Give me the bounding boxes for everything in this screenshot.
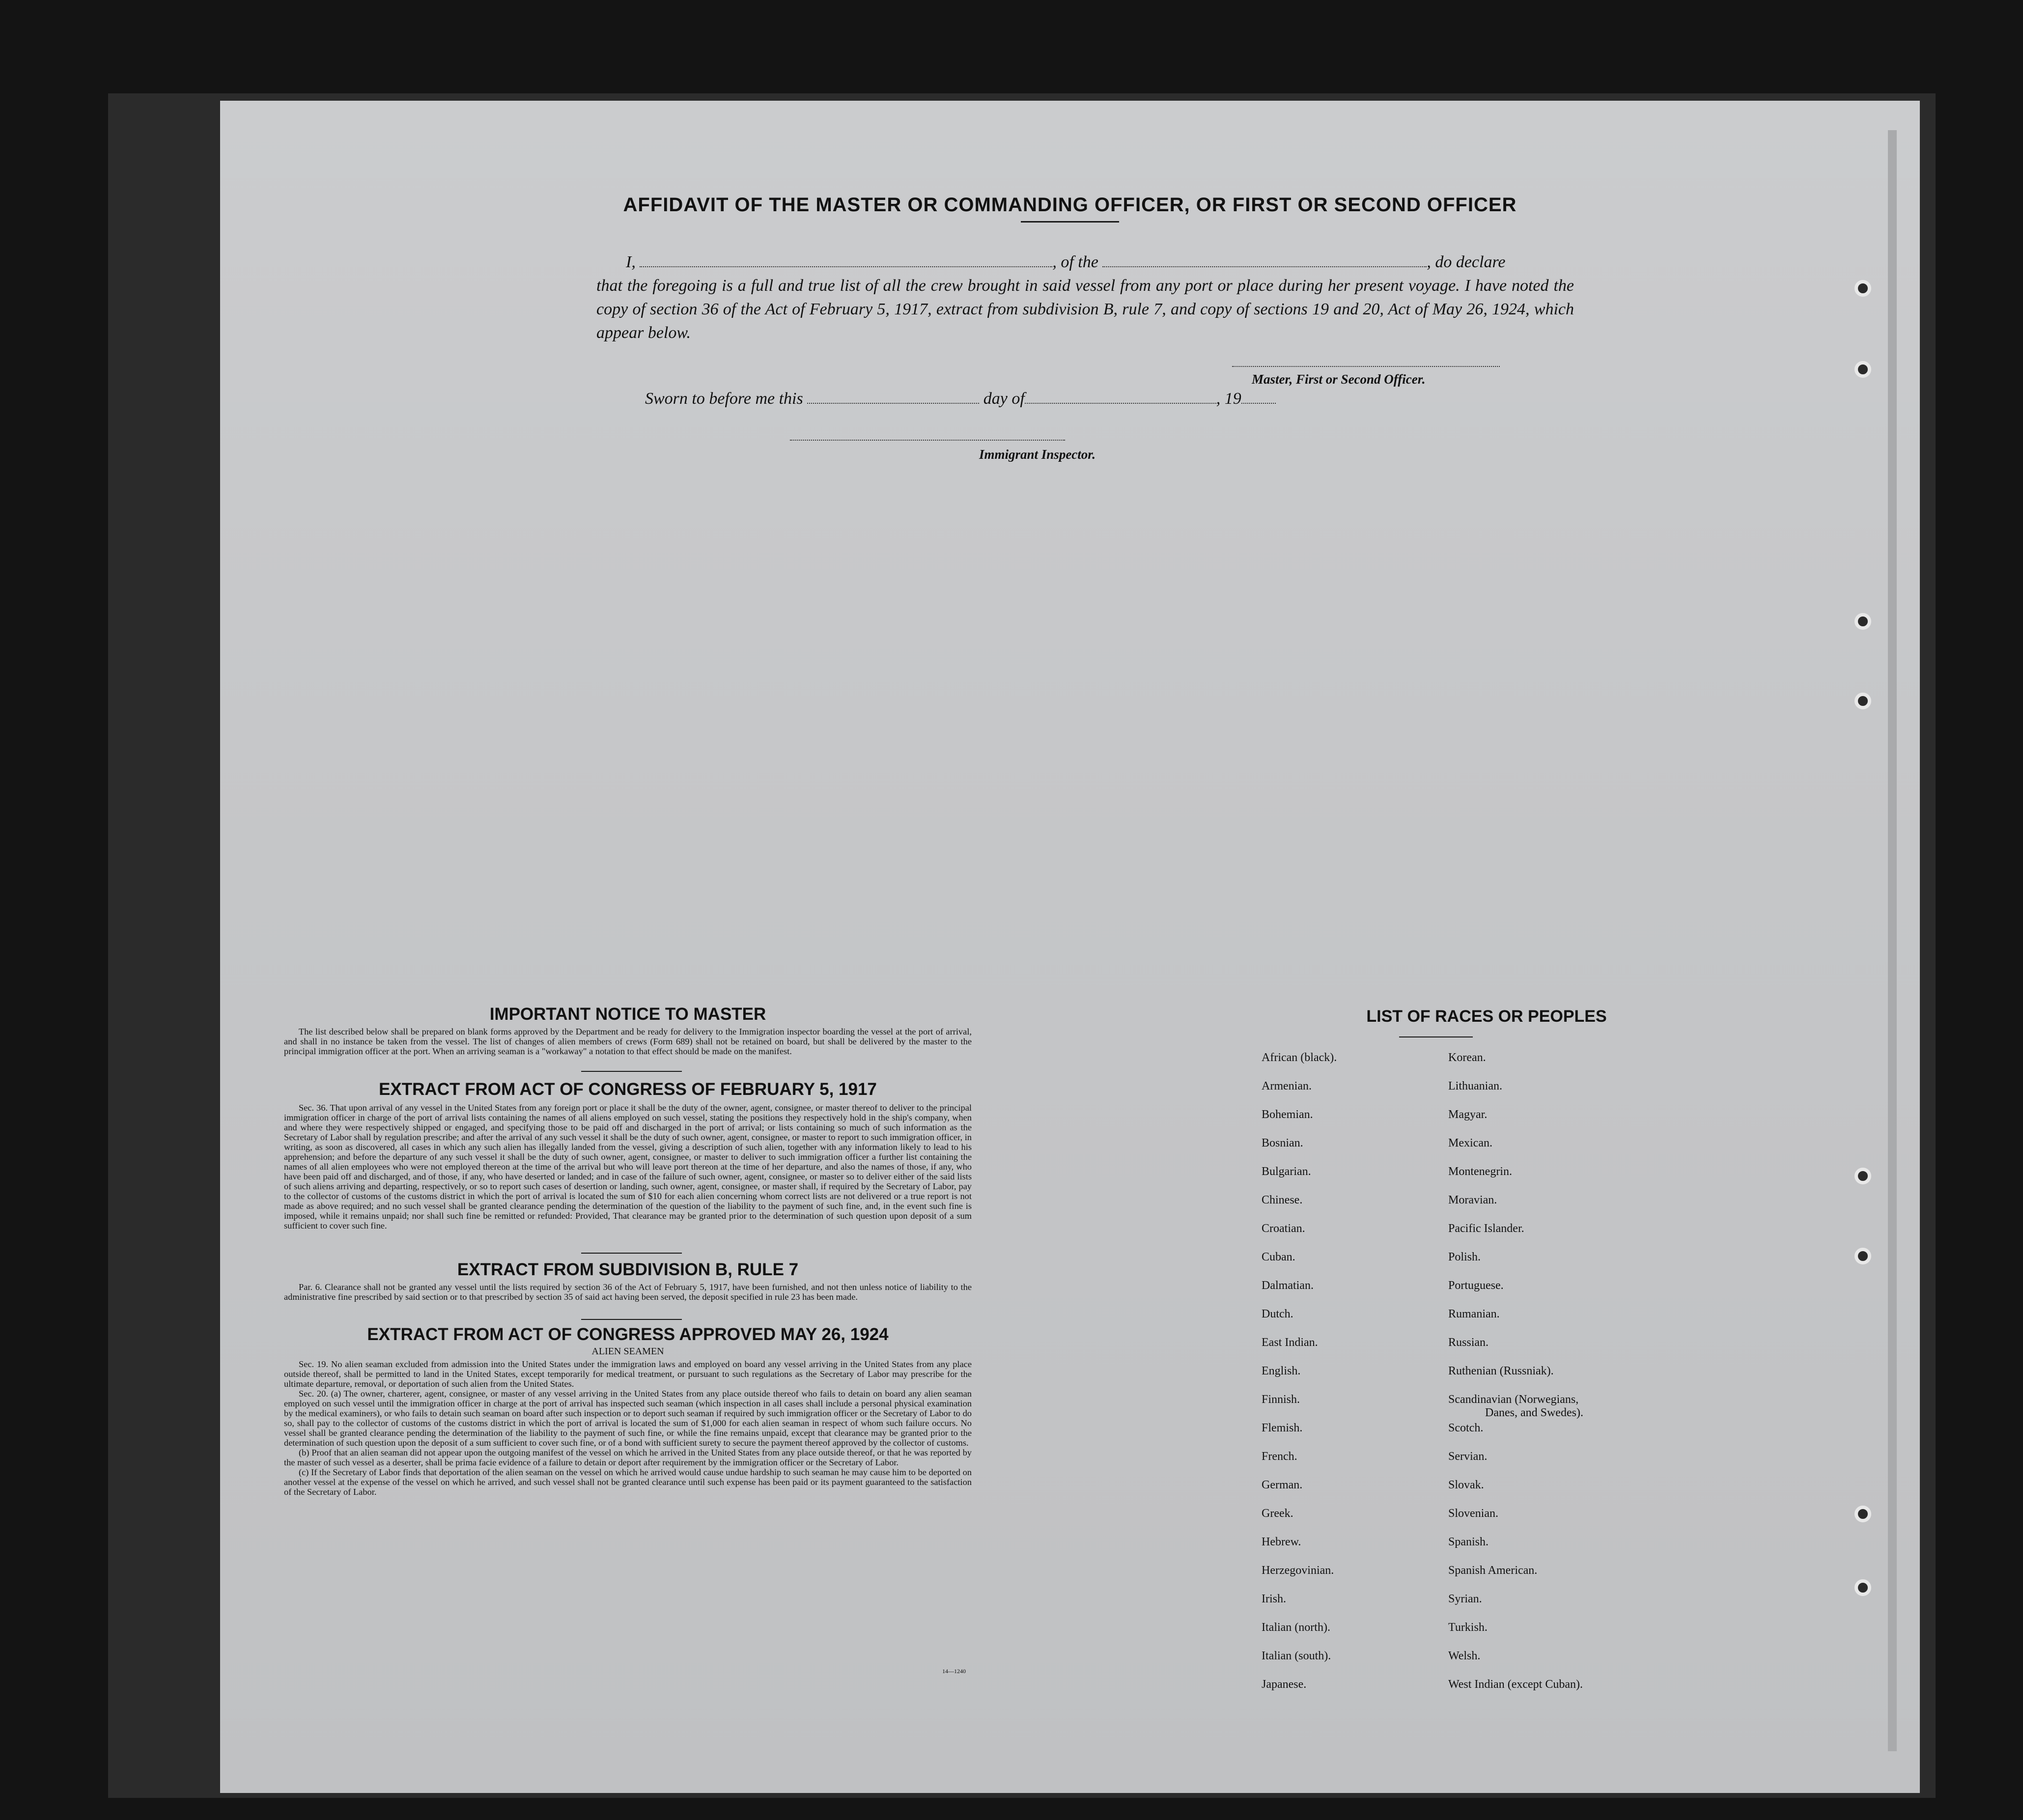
race-item: Montenegrin. <box>1448 1165 1512 1178</box>
year-label: , 19 <box>1216 390 1241 408</box>
act-1917-text <box>284 1103 972 1231</box>
race-item: Japanese. <box>1262 1678 1307 1691</box>
affidavit-body <box>596 251 1574 345</box>
binder-hole <box>1854 1506 1871 1522</box>
race-item: Scandinavian (Norwegians, <box>1448 1393 1579 1406</box>
title-divider <box>1021 221 1119 223</box>
race-item: Scotch. <box>1448 1422 1484 1434</box>
race-item: Slovak. <box>1448 1479 1484 1491</box>
race-item: Russian. <box>1448 1336 1489 1349</box>
month-blank <box>1025 388 1216 404</box>
race-item: Pacific Islander. <box>1448 1222 1524 1235</box>
inspector-label: Immigrant Inspector. <box>979 447 1096 462</box>
race-item: Dalmatian. <box>1262 1279 1314 1292</box>
binder-hole <box>1854 1579 1871 1596</box>
race-item: German. <box>1262 1479 1303 1491</box>
name-blank <box>640 252 1052 267</box>
race-item: Italian (south). <box>1262 1650 1331 1662</box>
race-item: Ruthenian (Russniak). <box>1448 1365 1554 1377</box>
race-item: Bosnian. <box>1262 1137 1303 1149</box>
race-item: Mexican. <box>1448 1137 1492 1149</box>
document-page <box>220 101 1920 1793</box>
race-item: Bulgarian. <box>1262 1165 1311 1178</box>
race-item: Armenian. <box>1262 1080 1312 1092</box>
race-item: Rumanian. <box>1448 1308 1500 1320</box>
race-item: Polish. <box>1448 1251 1481 1263</box>
race-item: Hebrew. <box>1262 1536 1301 1548</box>
race-item: Dutch. <box>1262 1308 1293 1320</box>
races-divider <box>1399 1036 1473 1037</box>
race-item: African (black). <box>1262 1051 1337 1064</box>
race-item: Irish. <box>1262 1593 1286 1605</box>
affidavit-title: AFFIDAVIT OF THE MASTER OR COMMANDING OFFICER, OR FIRST OR SECOND OFFICER <box>623 194 1517 216</box>
race-item: English. <box>1262 1365 1301 1377</box>
day-blank <box>807 388 979 404</box>
race-item: Slovenian. <box>1448 1507 1498 1520</box>
binder-hole <box>1854 1248 1871 1264</box>
act-1917-title: EXTRACT FROM ACT OF CONGRESS OF FEBRUARY 5, 1917 <box>379 1080 877 1099</box>
race-item: Syrian. <box>1448 1593 1482 1605</box>
race-item: Finnish. <box>1262 1393 1300 1406</box>
race-item: Bohemian. <box>1262 1108 1313 1121</box>
act-1917-paragraph: Sec. 36. That upon arrival of any vessel in the United States from any foreign port or place it shall be the duty of the owner, agent, consignee, or master thereof to deliver to the principal immigration officer in charge of the port of arrival lists containing the names of all aliens employed on such vessel, stating the positions they respectively hold in the ship's company, when and where they were respectively shipped or engaged, and specifying those to be paid off and discharged in the port of arrival; or lists containing so much of such information as the Secretary of Labor shall by regulation prescribe; and after the arrival of any such vessel it shall be the duty of such owner, agent, consignee, or master to report to such immigration officer, in writing, as soon as discovered, all cases in which any such alien has illegally landed from the vessel, giving a description of such alien, together with any information likely to lead to his apprehension; and before the departure of any such vessel it shall be the duty of such owner, agent, consignee, or master to deliver to such immigration officer a further list containing the names of all alien employees who were not employed thereon at the time of the arrival but who will leave port thereon at the time of her departure, and also the names of those, if any, who have been paid off and discharged, and of those, if any, who have deserted or landed; and in case of the failure of such owner, agent, consignee, or master so to deliver either of the said lists of such aliens arriving and departing, respectively, or so to report such cases of desertion or landing, such owner, agent, consignee, or master shall, if required by the Secretary of Labor, pay to the collector of customs of the customs district in which the port of arrival is located the sum of $10 for each alien concerning whom correct lists are not delivered or a true report is not made as above required; and no such vessel shall be granted clearance pending the determination of the question of the liability to the payment of such fine, and, in the event such fine is imposed, while it remains unpaid; nor shall such fine be remitted or refunded: Provided, That clearance may be granted prior to the determination of such question upon deposit of a sum sufficient to cover such fine. <box>284 1103 972 1231</box>
rule7-title: EXTRACT FROM SUBDIVISION B, RULE 7 <box>457 1260 799 1279</box>
affidavit-declaration: that the foregoing is a full and true list of all the crew brought in said vessel from any port or place during her present voyage. I have noted the copy of section 36 of the Act of February 5, 1917, extract from subdivision B, rule 7, and copy of sections 19 and 20, Act of May 26, 1924, which appear below. <box>596 277 1574 342</box>
affidavit-do-declare: , do declare <box>1427 253 1506 271</box>
race-item: Lithuanian. <box>1448 1080 1502 1092</box>
binder-hole <box>1854 361 1871 378</box>
race-item: Cuban. <box>1262 1251 1295 1263</box>
race-item: Servian. <box>1448 1450 1488 1463</box>
signature-label: Master, First or Second Officer. <box>1252 372 1426 387</box>
race-item: Portuguese. <box>1448 1279 1504 1292</box>
race-item: Turkish. <box>1448 1621 1488 1634</box>
race-item: Greek. <box>1262 1507 1293 1520</box>
race-item: Magyar. <box>1448 1108 1488 1121</box>
sworn-line <box>645 388 1276 408</box>
notice-title: IMPORTANT NOTICE TO MASTER <box>489 1005 766 1024</box>
act-1924-sec20a: Sec. 20. (a) The owner, charterer, agent, consignee, or master of any vessel arriving in the United States from any place outside thereof who fails to detain on board any alien seaman employed on such vessel until the immigration officer in charge at the port of arrival has inspected such seaman (which inspection in all cases shall include a personal physical examination by the medical examiners), or who fails to detain such seaman on board after such inspection or to deport such seaman if required by such immigration officer or the Secretary of Labor to do so, shall pay to the collector of customs of the customs district in which the port of arrival is located the sum of $1,000 for each alien seaman in respect of whom such failure occurs. No vessel shall be granted clearance pending the determination of the liability to the payment of such fine, or while the fine remains unpaid, except that clearance may be granted prior to the determination of such question upon the deposit of a sum sufficient to cover such fine, or of a bond with sufficient surety to secure the payment thereof approved by the collector of customs. <box>284 1389 972 1448</box>
affidavit-i-label: I, <box>626 253 636 271</box>
race-item: French. <box>1262 1450 1297 1463</box>
year-blank <box>1241 388 1276 404</box>
race-item: Moravian. <box>1448 1194 1497 1206</box>
binder-hole <box>1854 280 1871 297</box>
sworn-label: Sworn to before me this <box>645 390 803 408</box>
race-item: Italian (north). <box>1262 1621 1330 1634</box>
binder-hole <box>1854 693 1871 709</box>
form-number: 14—1240 <box>942 1668 966 1675</box>
act-1924-text <box>284 1359 972 1497</box>
day-of-label: day of <box>983 390 1025 408</box>
races-title: LIST OF RACES OR PEOPLES <box>1366 1007 1607 1026</box>
vessel-blank <box>1102 252 1427 267</box>
race-item: West Indian (except Cuban). <box>1448 1678 1583 1691</box>
binder-hole <box>1854 613 1871 630</box>
race-item: Flemish. <box>1262 1422 1303 1434</box>
binder-hole <box>1854 1168 1871 1184</box>
section-divider <box>581 1319 682 1320</box>
race-item: Danes, and Swedes). <box>1485 1406 1583 1419</box>
act-1924-sec20b: (b) Proof that an alien seaman did not appear upon the outgoing manifest of the vessel on which he arrived in the United States from any place outside thereof, or that he was reported by the master of such vessel as a deserter, shall be prima facie evidence of a failure to detain or deport after requirement by the immigration officer or the Secretary of Labor. <box>284 1448 972 1467</box>
race-item: Spanish. <box>1448 1536 1489 1548</box>
affidavit-line1 <box>596 251 1574 274</box>
rule7-paragraph: Par. 6. Clearance shall not be granted any vessel until the lists required by section 36 of the Act of February 5, 1917, have been furnished, and not then unless notice of liability to the administrative fine prescribed by said section or to that prescribed by section 35 of said act having been served, the deposit specified in rule 23 has been made. <box>284 1282 972 1302</box>
signature-line <box>1232 366 1500 367</box>
inspector-signature-line <box>790 440 1065 441</box>
affidavit-of-the: , of the <box>1052 253 1098 271</box>
race-item: East Indian. <box>1262 1336 1318 1349</box>
alien-seamen-subtitle: ALIEN SEAMEN <box>591 1346 664 1357</box>
race-item: Herzegovinian. <box>1262 1564 1334 1577</box>
race-item: Chinese. <box>1262 1194 1303 1206</box>
race-item: Spanish American. <box>1448 1564 1538 1577</box>
notice-paragraph: The list described below shall be prepared on blank forms approved by the Department and be ready for delivery to the Immigration inspector boarding the vessel at the port of arrival, and shall in no instance be taken from the vessel. The list of changes of alien members of crews (Form 689) shall not be retained on board, but shall be delivered by the master to the principal immigration officer at the port. When an arriving seaman is a "workaway" a notation to that effect should be made on the manifest. <box>284 1027 972 1056</box>
rule7-text <box>284 1282 972 1302</box>
section-divider <box>581 1253 682 1254</box>
notice-text <box>284 1027 972 1056</box>
act-1924-sec20c: (c) If the Secretary of Labor finds that deportation of the alien seaman on the vessel on which he arrived would cause undue hardship to such seaman he may cause him to be deported on another vessel at the expense of the vessel on which he arrived, and such vessel shall not be granted clearance until such expense has been paid or its payment guaranteed to the satisfaction of the Secretary of Labor. <box>284 1467 972 1497</box>
page-edge <box>1888 130 1897 1751</box>
race-item: Croatian. <box>1262 1222 1305 1235</box>
act-1924-sec19: Sec. 19. No alien seaman excluded from admission into the United States under the immigration laws and employed on board any vessel arriving in the United States from any place outside thereof, shall be permitted to land in the United States, except temporarily for medical treatment, or pursuant to such regulations as the Secretary of Labor may prescribe for the ultimate departure, removal, or deportation of such alien from the United States. <box>284 1359 972 1389</box>
race-item: Welsh. <box>1448 1650 1481 1662</box>
section-divider <box>581 1071 682 1072</box>
race-item: Korean. <box>1448 1051 1486 1064</box>
act-1924-title: EXTRACT FROM ACT OF CONGRESS APPROVED MAY 26, 1924 <box>367 1325 889 1344</box>
